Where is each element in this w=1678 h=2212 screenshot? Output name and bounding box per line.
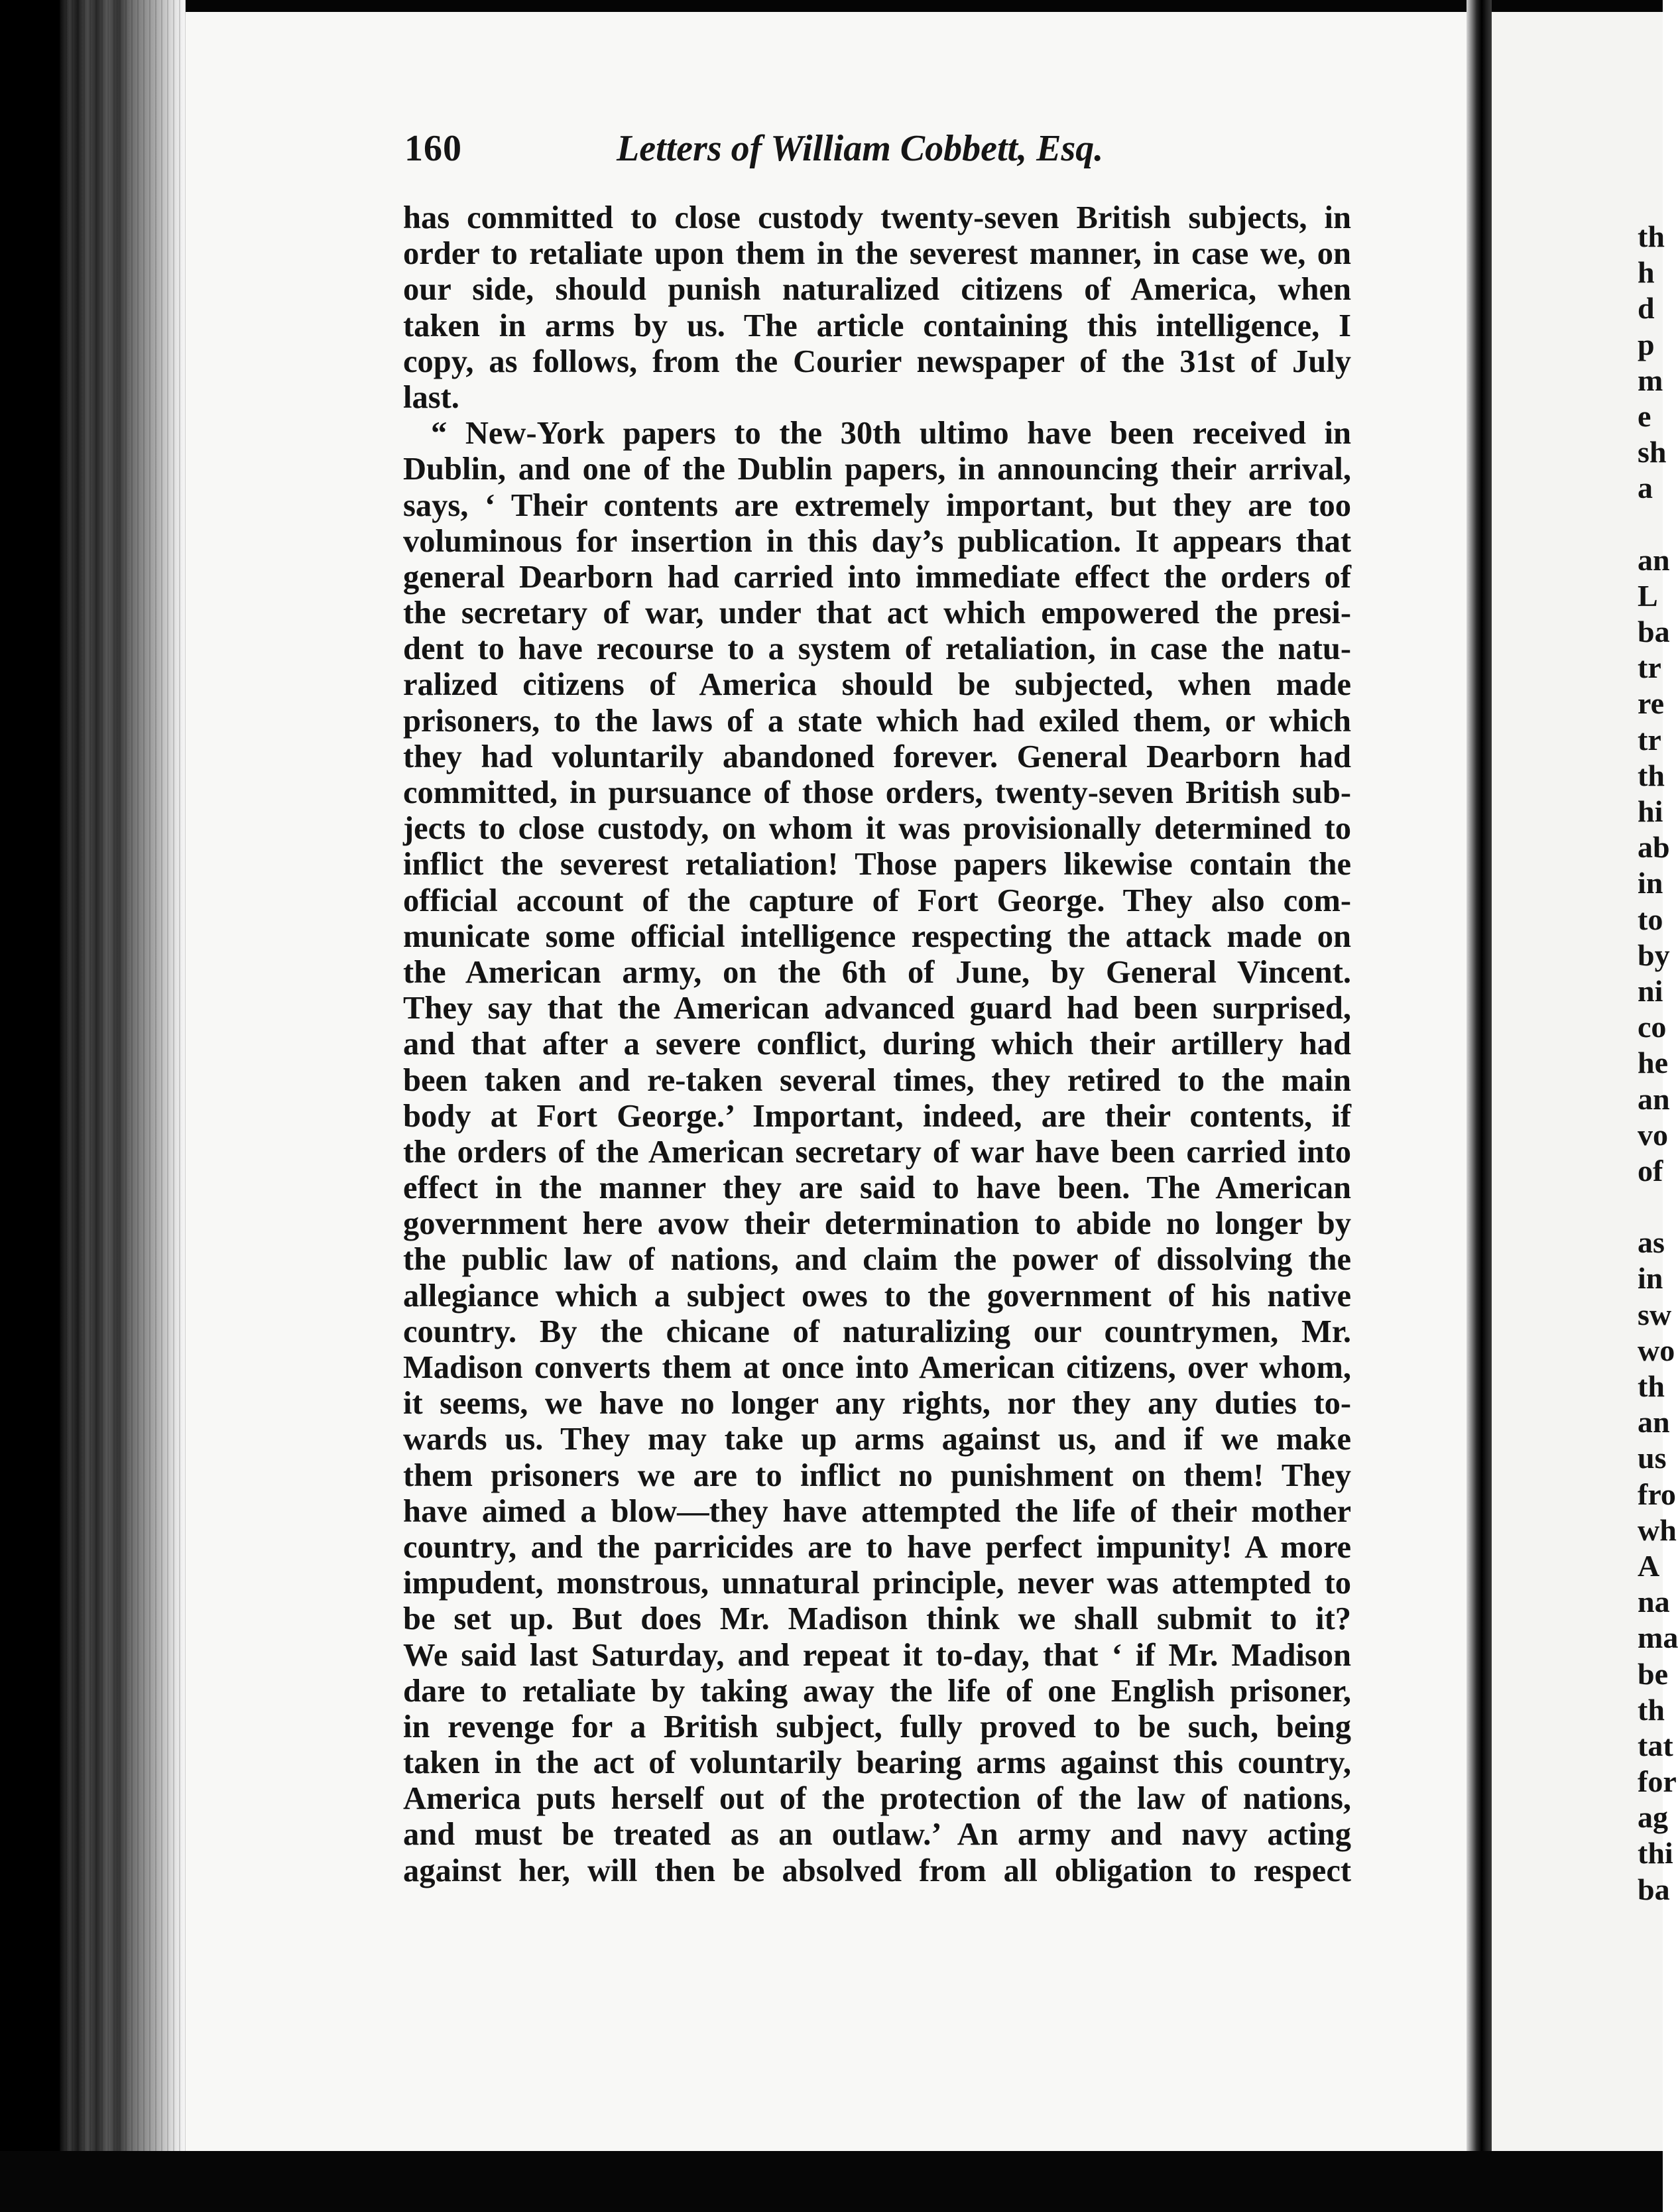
facing-page-fragment: fro <box>1638 1477 1676 1511</box>
facing-page-fragment: hi <box>1638 794 1663 828</box>
text-line: them prisoners we are to inflict no punishment on them! They <box>403 1457 1351 1493</box>
facing-page-fragment: ni <box>1638 973 1663 1008</box>
text-line: dent to have recourse to a system of retaliation, in case the natu- <box>403 631 1351 667</box>
body-text <box>403 200 1351 1889</box>
facing-page-fragment: p <box>1638 327 1655 361</box>
facing-page-fragments <box>1638 219 1678 1908</box>
text-line: the secretary of war, under that act which empowered the presi- <box>403 595 1351 631</box>
text-line: taken in the act of voluntarily bearing arms against this country, <box>403 1745 1351 1781</box>
text-line: allegiance which a subject owes to the government of his native <box>403 1278 1351 1314</box>
facing-page-fragment: wo <box>1638 1333 1675 1367</box>
facing-page-fragment: d <box>1638 291 1655 326</box>
facing-page-fragment: ab <box>1638 830 1670 865</box>
text-line: our side, should punish naturalized citizens of America, when <box>403 272 1351 308</box>
facing-page-fragment: tat <box>1638 1728 1673 1762</box>
text-line: They say that the American advanced guard had been surprised, <box>403 991 1351 1026</box>
facing-page-fragment: ag <box>1638 1800 1668 1835</box>
facing-page-fragment: wh <box>1638 1512 1677 1547</box>
scan-border-top <box>0 0 1663 12</box>
text-line: the orders of the American secretary of war have been carried into <box>403 1134 1351 1170</box>
text-line: government here avow their determination to abide no longer by <box>403 1206 1351 1242</box>
text-line: impudent, monstrous, unnatural principle, never was attempted to <box>403 1566 1351 1601</box>
text-line: general Dearborn had carried into immediate effect the orders of <box>403 559 1351 595</box>
facing-page-fragment <box>1638 1189 1678 1225</box>
text-line: committed, in pursuance of those orders, twenty-seven British sub- <box>403 775 1351 810</box>
facing-page-fragment: for <box>1638 1764 1677 1799</box>
facing-page-fragment: an <box>1638 542 1670 577</box>
text-line: have aimed a blow—they have attempted the life of their mother <box>403 1493 1351 1529</box>
facing-page-fragment: an <box>1638 1405 1670 1440</box>
text-line: the American army, on the 6th of June, by General Vincent. <box>403 954 1351 990</box>
text-line: body at Fort George.’ Important, indeed, are their contents, if <box>403 1098 1351 1134</box>
facing-page-fragment: in <box>1638 1261 1663 1296</box>
facing-page-fragment: co <box>1638 1010 1667 1044</box>
facing-page-fragment: A <box>1638 1548 1660 1583</box>
facing-page-fragment: re <box>1638 686 1665 721</box>
scan-border-left <box>0 0 60 2212</box>
facing-page-fragment: a <box>1638 471 1653 505</box>
text-line: voluminous for insertion in this day’s publication. It appears that <box>403 523 1351 559</box>
facing-page-fragment: th <box>1638 1369 1665 1403</box>
facing-page-fragment: vo <box>1638 1117 1668 1152</box>
text-line: wards us. They may take up arms against us, and if we make <box>403 1422 1351 1457</box>
text-line: We said last Saturday, and repeat it to-day, that ‘ if Mr. Madison <box>403 1637 1351 1673</box>
text-line: country, and the parricides are to have perfect impunity! A more <box>403 1529 1351 1565</box>
facing-page-fragment: th <box>1638 219 1665 253</box>
text-line: taken in arms by us. The article containing this intelligence, I <box>403 308 1351 343</box>
facing-page-fragment: us <box>1638 1441 1667 1475</box>
text-line: “ New-York papers to the 30th ultimo have been received in <box>431 416 1351 452</box>
facing-page-fragment: to <box>1638 902 1663 936</box>
page-number: 160 <box>404 128 462 169</box>
facing-page-fragment: th <box>1638 758 1665 792</box>
text-line: effect in the manner they are said to have been. The American <box>403 1170 1351 1206</box>
facing-page-fragment: thi <box>1638 1836 1673 1871</box>
text-line: be set up. But does Mr. Madison think we shall submit to it? <box>403 1601 1351 1637</box>
text-line: and must be treated as an outlaw.’ An army and navy acting <box>403 1817 1351 1853</box>
text-line: in revenge for a British subject, fully proved to be such, being <box>403 1709 1351 1745</box>
facing-page-fragment: by <box>1638 938 1670 972</box>
facing-page-fragment: of <box>1638 1153 1663 1188</box>
text-line: Madison converts them at once into American citizens, over whom, <box>403 1350 1351 1385</box>
facing-page-fragment <box>1638 507 1678 542</box>
text-line: been taken and re-taken several times, they retired to the main <box>403 1062 1351 1098</box>
text-line: jects to close custody, on whom it was provisionally determined to <box>403 811 1351 847</box>
facing-page-fragment: be <box>1638 1656 1668 1691</box>
text-line: municate some official intelligence respecting the attack made on <box>403 918 1351 954</box>
text-line: prisoners, to the laws of a state which had exiled them, or which <box>403 703 1351 739</box>
facing-page-fragment: he <box>1638 1046 1668 1080</box>
text-line: order to retaliate upon them in the severest manner, in case we, on <box>403 236 1351 272</box>
facing-page-fragment: sw <box>1638 1297 1672 1331</box>
text-line: inflict the severest retaliation! Those papers likewise contain the <box>403 847 1351 883</box>
facing-page-fragment: h <box>1638 255 1655 290</box>
text-line: official account of the capture of Fort George. They also com- <box>403 883 1351 918</box>
text-line: has committed to close custody twenty-seven British subjects, in <box>403 200 1351 235</box>
facing-page-fragment: na <box>1638 1585 1670 1619</box>
text-line: Dublin, and one of the Dublin papers, in announcing their arrival, <box>403 452 1351 487</box>
text-line: it seems, we have no longer any rights, nor they any duties to- <box>403 1386 1351 1422</box>
text-line: last. <box>403 379 459 415</box>
text-line: country. By the chicane of naturalizing our countrymen, Mr. <box>403 1314 1351 1349</box>
facing-page-fragment: tr <box>1638 722 1661 757</box>
facing-page-fragment: e <box>1638 399 1651 433</box>
facing-page-fragment: th <box>1638 1692 1665 1727</box>
facing-page-fragment: tr <box>1638 650 1661 685</box>
facing-page-fragment: in <box>1638 866 1663 900</box>
facing-page-fragment: m <box>1638 363 1663 397</box>
text-line: dare to retaliate by taking away the life of one English prisoner, <box>403 1673 1351 1709</box>
text-line: and that after a severe conflict, during which their artillery had <box>403 1026 1351 1062</box>
text-line: against her, will then be absolved from all obligation to respect <box>403 1853 1351 1888</box>
text-line: says, ‘ Their contents are extremely important, but they are too <box>403 487 1351 523</box>
scan-border-bottom <box>0 2151 1663 2212</box>
facing-page-fragment: ba <box>1638 615 1670 649</box>
text-line: ralized citizens of America should be subjected, when made <box>403 667 1351 703</box>
facing-page-fragment: an <box>1638 1081 1670 1116</box>
page-gutter <box>1467 0 1492 2151</box>
running-title: Letters of William Cobbett, Esq. <box>617 128 1104 169</box>
text-line: America puts herself out of the protection of the law of nations, <box>403 1781 1351 1817</box>
facing-page-fragment: ma <box>1638 1621 1678 1655</box>
text-line: they had voluntarily abandoned forever. General Dearborn had <box>403 739 1351 774</box>
text-line: copy, as follows, from the Courier newspaper of the 31st of July <box>403 343 1351 379</box>
running-head <box>404 127 1333 180</box>
facing-page-fragment: ba <box>1638 1872 1670 1906</box>
facing-page-fragment: as <box>1638 1225 1665 1260</box>
facing-page-fragment: sh <box>1638 435 1667 469</box>
spine-texture <box>60 0 186 2151</box>
text-line: the public law of nations, and claim the power of dissolving the <box>403 1242 1351 1278</box>
facing-page-fragment: L <box>1638 578 1658 613</box>
